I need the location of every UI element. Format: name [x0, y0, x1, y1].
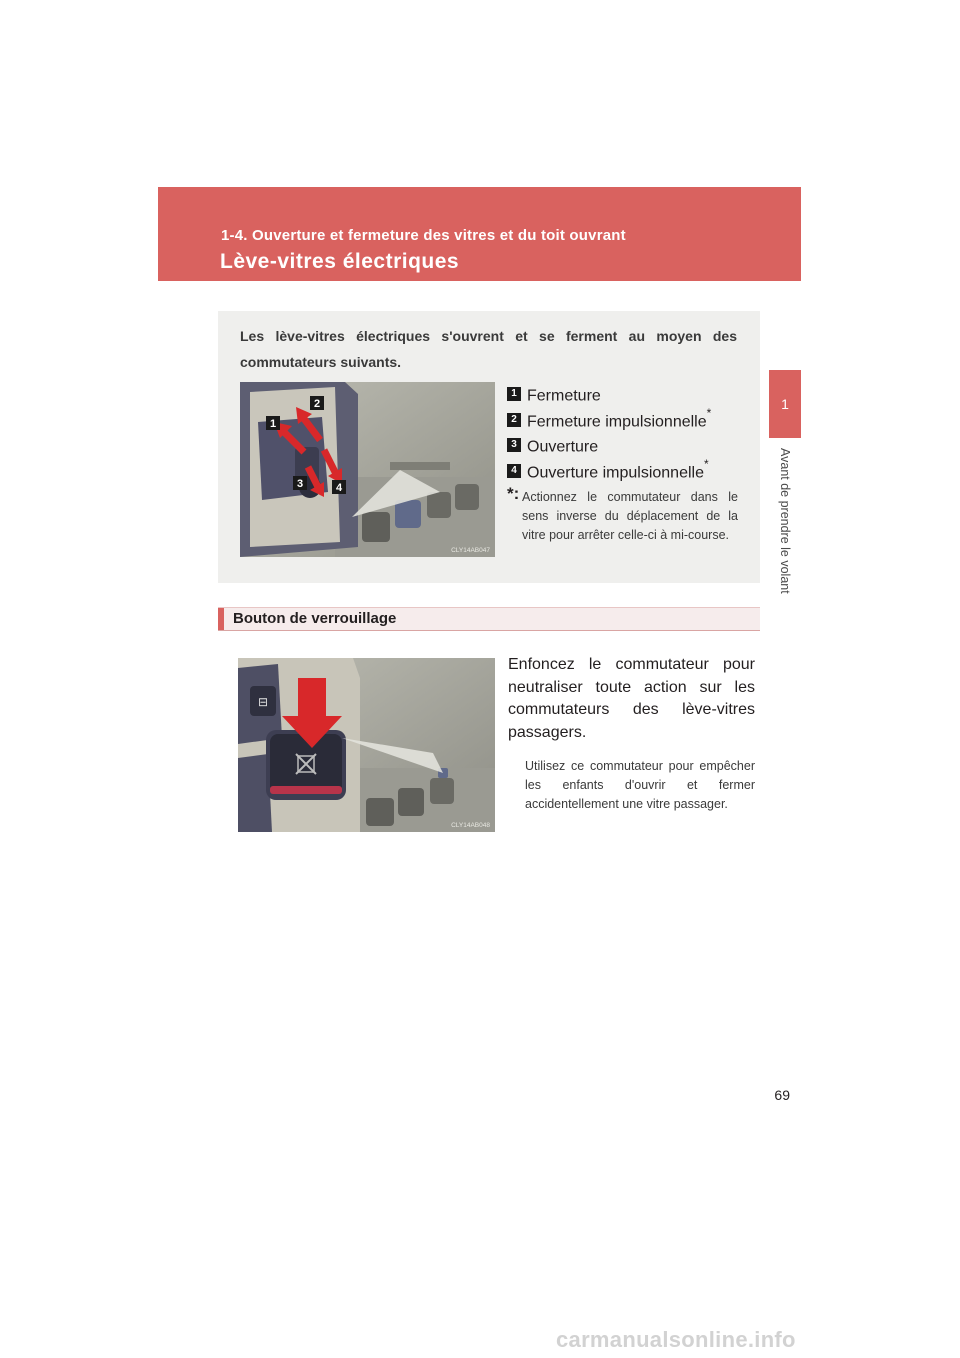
section-label: 1-4. Ouverture et fermeture des vitres et du toit ouvrant	[221, 227, 626, 244]
legend-number: 1	[507, 387, 521, 401]
legend-number: 2	[507, 413, 521, 427]
window-switch-illustration	[240, 382, 495, 557]
legend-item-auto-close	[507, 406, 712, 431]
lock-section-header	[218, 607, 760, 631]
legend-star: *	[706, 406, 712, 420]
watermark: carmanualsonline.info	[556, 1327, 796, 1352]
lock-switch-illustration	[238, 658, 495, 832]
legend-number: 4	[507, 464, 521, 478]
image-code: CLY14AB047	[451, 547, 490, 554]
legend-label: Ouverture impulsionnelle	[527, 464, 704, 482]
callout-1: 1	[269, 418, 277, 430]
lock-section-bar	[218, 608, 224, 630]
legend-label: Fermeture	[527, 387, 601, 405]
callout-2: 2	[313, 398, 321, 410]
legend-label: Fermeture impulsionnelle	[527, 413, 707, 431]
legend-star: *	[703, 457, 709, 471]
legend-item-close	[507, 380, 601, 405]
intro-text: Les lève-vitres électriques s'ouvrent et se ferment au moyen des commutateurs suivants.	[240, 328, 737, 370]
lock-switch-photo	[238, 658, 495, 832]
window-switch-photo	[240, 382, 495, 557]
legend-label: Ouverture	[527, 438, 599, 456]
chapter-tab[interactable]: 1	[769, 370, 801, 438]
page-title: Lève-vitres électriques	[220, 250, 460, 273]
callout-4: 4	[335, 482, 343, 494]
footnote-marker: *:	[507, 484, 520, 503]
legend-number: 3	[507, 438, 521, 452]
legend-item-auto-open	[507, 457, 709, 482]
legend-item-open	[507, 431, 599, 456]
svg-text:⊟: ⊟	[257, 695, 269, 709]
page-number: 69	[774, 1087, 790, 1103]
image-code: CLY14AB048	[451, 822, 490, 829]
footnote-text: Actionnez le commutateur dans le sens inverse du déplacement de la vitre pour arrêter celle-ci à mi-course.	[522, 490, 738, 542]
lock-note: Utilisez ce commutateur pour empêcher les enfants d'ouvrir et fermer accidentellement une vitre passager.	[525, 759, 755, 811]
chapter-title: Avant de prendre le volant	[778, 448, 792, 594]
lock-section-title: Bouton de verrouillage	[233, 610, 397, 627]
lock-text: Enfoncez le commutateur pour neutraliser toute action sur les commutateurs des lève-vitres passagers.	[508, 656, 755, 741]
callout-3: 3	[296, 478, 304, 490]
